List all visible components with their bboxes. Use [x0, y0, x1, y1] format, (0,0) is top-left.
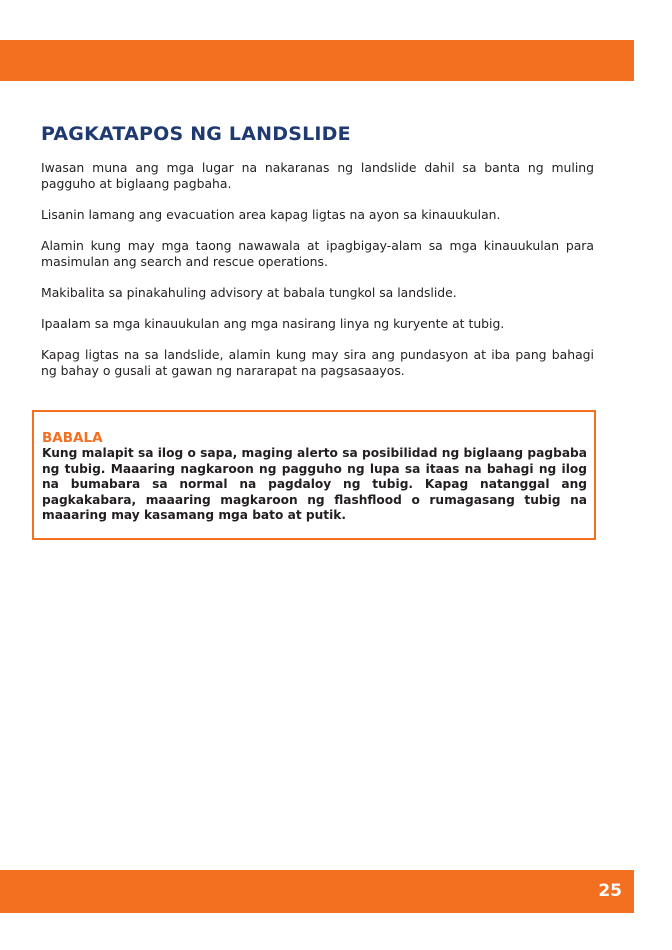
paragraph-2: Lisanin lamang ang evacuation area kapag ligtas na ayon sa kinauukulan. [41, 207, 501, 222]
paragraph-3: Alamin kung may mga taong nawawala at ipagbigay-alam sa mga kinauukulan para masimulan ang search and rescue operations. [41, 238, 594, 269]
page-title: PAGKATAPOS NG LANDSLIDE [41, 123, 351, 145]
footer-accent-bar [0, 870, 634, 913]
page-number: 25 [598, 881, 622, 901]
content-paragraphs [41, 160, 594, 394]
paragraph-4: Makibalita sa pinakahuling advisory at babala tungkol sa landslide. [41, 285, 457, 300]
paragraph-6: Kapag ligtas na sa landslide, alamin kung may sira ang pundasyon at iba pang bahagi ng bahay o gusali at gawan ng nararapat na pagsasaayos. [41, 347, 594, 378]
warning-title: BABALA [42, 430, 103, 446]
header-accent-bar [0, 40, 634, 81]
warning-box [32, 410, 596, 540]
warning-text: Kung malapit sa ilog o sapa, maging alerto sa posibilidad ng biglaang pagbaba ng tubig. Maaaring nagkaroon ng pagguho ng lupa sa itaas na bahagi ng ilog na bumabara sa normal na pagdaloy ng tubig. Kapag natanggal ang pagkakabara, maaaring magkaroon ng flashflood o rumagasang tubig na maaaring may kasamang mga bato at putik. [42, 446, 587, 522]
paragraph-1: Iwasan muna ang mga lugar na nakaranas ng landslide dahil sa banta ng muling pagguho at biglaang pagbaha. [41, 160, 594, 191]
paragraph-5: Ipaalam sa mga kinauukulan ang mga nasirang linya ng kuryente at tubig. [41, 316, 505, 331]
